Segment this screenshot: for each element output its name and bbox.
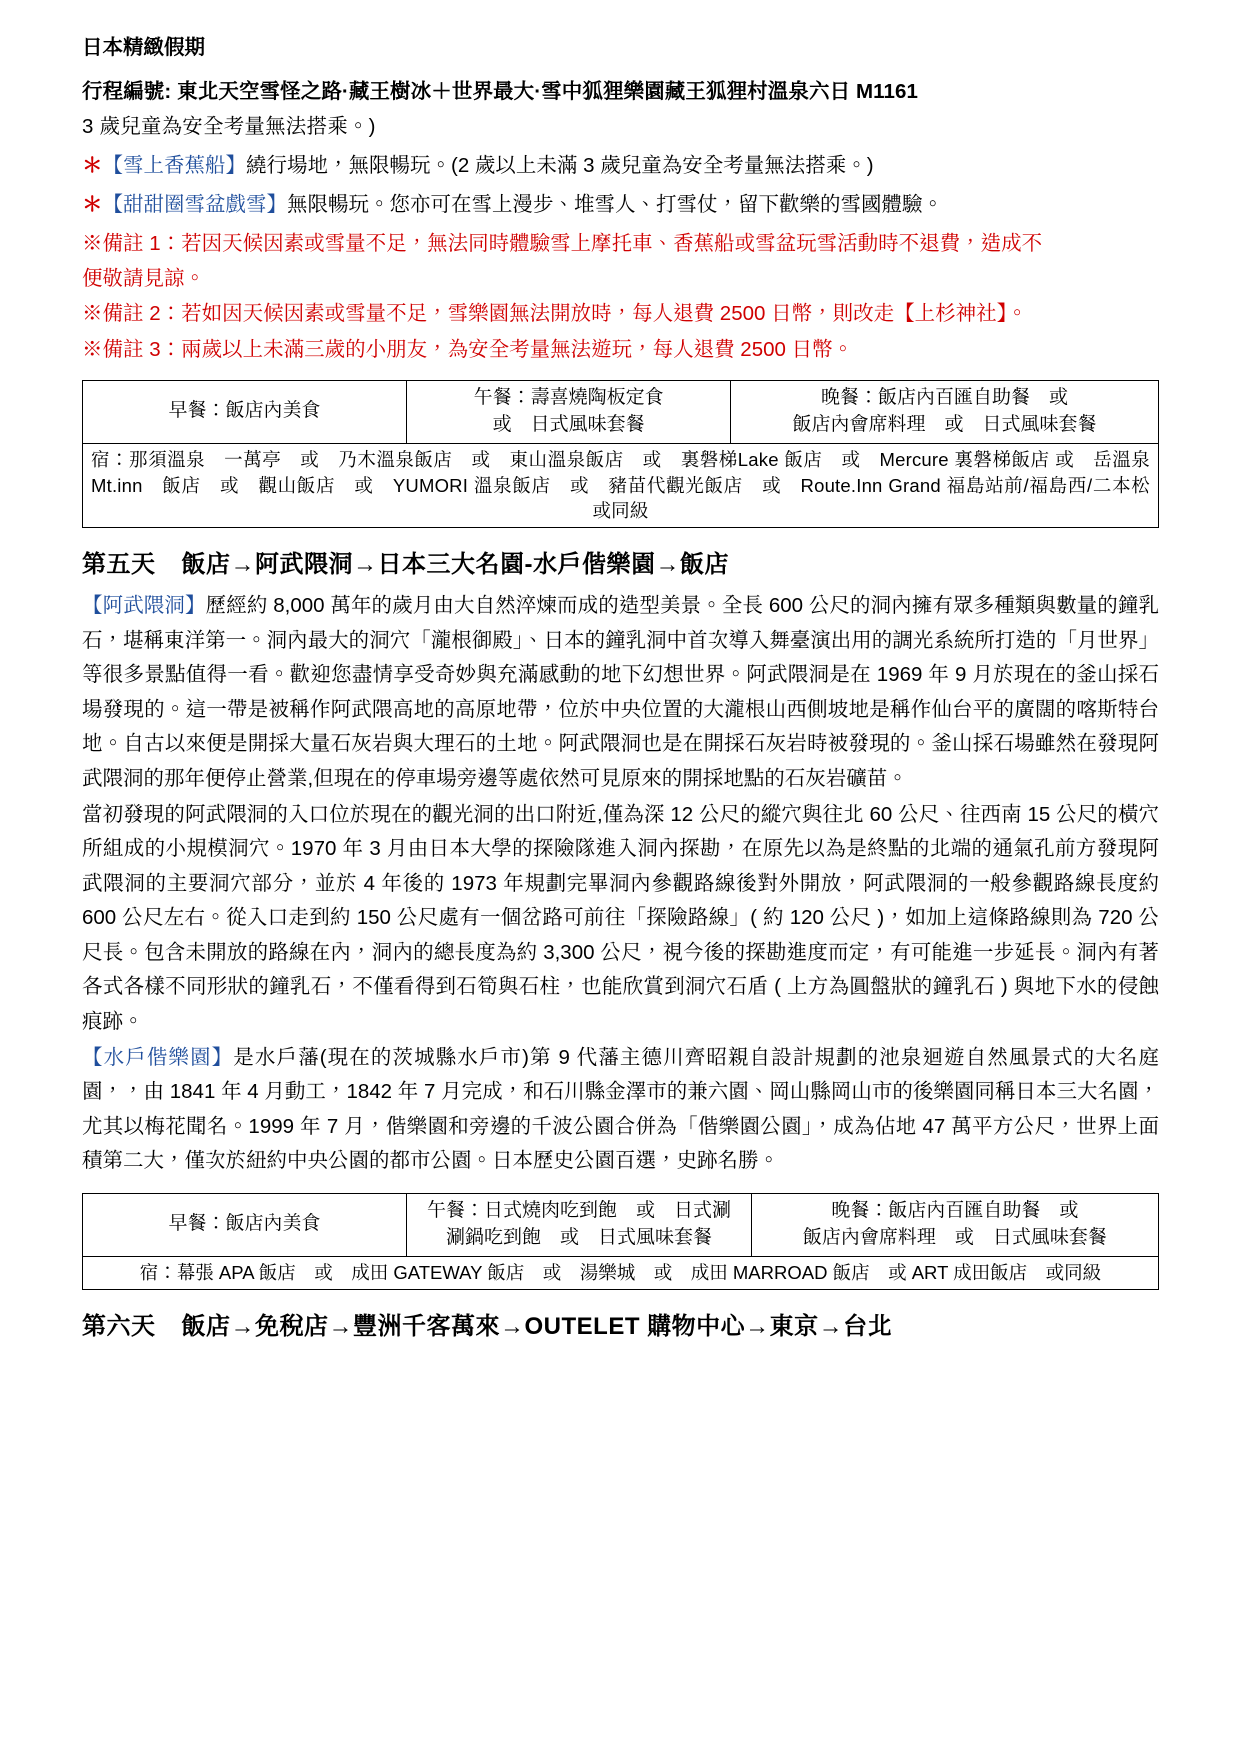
table-row [83, 1193, 1159, 1256]
note-2: ※備註 2：若如因天候因素或雪量不足，雪樂園無法開放時，每人退費 2500 日幣，則改走【上杉神社】。 [82, 302, 1028, 326]
itinerary-code-label: 行程編號: [82, 80, 172, 103]
day-5-paragraph-2 [82, 798, 1159, 1039]
meal-table-day4 [82, 380, 1169, 529]
dinner-line-2: 飯店內會席料理 或 日式風味套餐 [802, 1226, 1107, 1248]
itinerary-code-value: 東北天空雪怪之路·藏王樹冰＋世界最大·雪中狐狸樂園藏王狐狸村溫泉六日 M1161 [177, 80, 919, 103]
lunch-line-2: 涮鍋吃到飽 或 日式風味套餐 [445, 1226, 712, 1248]
stay-cell-day4 [83, 443, 1169, 528]
stay-text-day4: 宿：那須溫泉 一萬亭 或 乃木溫泉飯店 或 東山溫泉飯店 或 裏磐梯Lake 飯店 或 Mercure 裏磐梯飯店 或 岳溫泉 Mt.inn 飯店 或 觀山飯店 或 YUMORI 溫泉飯店 或 豬苗代觀光飯店 或 Route.Inn Grand 福島站前/福島西/二本松 或同級 [91, 448, 1169, 522]
lunch-line-1: 午餐：日式燒肉吃到飽 或 日式涮 [426, 1199, 731, 1221]
bullet-text: 無限暢玩。您亦可在雪上漫步、堆雪人、打雪仗，留下歡樂的雪國體驗。 [287, 193, 943, 217]
stay-text-day5: 宿：幕張 APA 飯店 或 成田 GATEWAY 飯店 或 湯樂城 或 成田 MARROAD 飯店 或 ART 成田飯店 或同級 [139, 1261, 1102, 1283]
dinner-line-1: 晚餐：飯店內百匯自助餐 或 [821, 386, 1069, 408]
bullet-item-snow-tube [82, 188, 1159, 223]
bullet-bracket-label: 【甜甜圈雪盆戲雪】 [102, 193, 287, 217]
day-5-paragraph-3 [82, 1041, 1159, 1179]
stay-cell-day5 [83, 1256, 1159, 1289]
breakfast-cell-day4: 早餐：飯店內美食 [83, 380, 407, 443]
continued-text: 3 歲兒童為安全考量無法搭乘。) [82, 115, 376, 138]
table-row [83, 1256, 1159, 1289]
dinner-line-2: 飯店內會席料理 或 日式風味套餐 [792, 413, 1097, 435]
day-5-paragraph-1 [82, 589, 1159, 796]
bullet-item-snow-banana-boat [82, 149, 1159, 184]
dinner-cell-day4 [731, 380, 1159, 443]
lunch-line-2: 或 日式風味套餐 [492, 413, 645, 435]
company-title: 日本精緻假期 [82, 36, 205, 59]
note-3: ※備註 3：兩歲以上未滿三歲的小朋友，為安全考量無法遊玩，每人退費 2500 日幣。 [82, 337, 854, 361]
day-6-route: 飯店→免稅店→豐洲千客萬來→OUTELET 購物中心→東京→台北 [181, 1312, 893, 1340]
lunch-line-1: 午餐：壽喜燒陶板定食 [473, 386, 664, 408]
day-5-route: 飯店→阿武隈洞→日本三大名園-水戶偕樂園→飯店 [181, 551, 729, 579]
attraction-tag-kairakuen: 【水戶偕樂園】 [82, 1046, 234, 1069]
day-5-label: 第五天 [82, 551, 156, 579]
attraction-tag-abukuma-cave: 【阿武隈洞】 [82, 594, 206, 618]
bullet-bracket-label: 【雪上香蕉船】 [102, 154, 246, 178]
breakfast-cell-day5: 早餐：飯店內美食 [83, 1193, 407, 1256]
day-6-heading [82, 1306, 1159, 1341]
lunch-cell-day5 [407, 1193, 752, 1256]
lunch-cell-day4 [407, 380, 731, 443]
itinerary-code-line [82, 74, 1159, 104]
paragraph-text: 是水戶藩(現在的茨城縣水戶市)第 9 代藩主德川齊昭親自設計規劃的池泉迴遊自然風景式的大名庭園，，由 1841 年 4 月動工，1842 年 7 月完成，和石川縣金澤市的兼六園、岡山縣岡山市的後樂園同稱日本三大名園，尤其以梅花聞名。1999 年 7 月，偕樂園和旁邊的千波公園合併為「偕樂園公園」，成為佔地 47 萬平方公尺，世界上面積第二大，僅次於紐約中央公園的都市公園。日本歷史公園百選，史跡名勝。 [82, 1046, 1159, 1173]
day-6-label: 第六天 [82, 1312, 156, 1340]
dinner-cell-day5 [751, 1193, 1158, 1256]
meal-table-day5 [82, 1193, 1159, 1290]
note-1-line-1: ※備註 1：若因天候因素或雪量不足，無法同時體驗雪上摩托車、香蕉船或雪盆玩雪活動時不退費，造成不 [82, 231, 1043, 255]
note-1-line-2: 便敬請見諒。 [82, 267, 205, 291]
asterisk-icon: ＊ [82, 193, 103, 217]
bullet-text: 繞行場地，無限暢玩。(2 歲以上未滿 3 歲兒童為安全考量無法搭乘。) [246, 154, 874, 178]
paragraph-text: 歷經約 8,000 萬年的歲月由大自然淬煉而成的造型美景。全長 600 公尺的洞內擁有眾多種類與數量的鐘乳石，堪稱東洋第一。洞內最大的洞穴「瀧根御殿」、日本的鐘乳洞中首次導入舞臺演出用的調光系統所打造的「月世界」等很多景點值得一看。歡迎您盡情享受奇妙與充滿感動的地下幻想世界。阿武隈洞是在 1969 年 9 月於現在的釜山採石場發現的。這一帶是被稱作阿武隈高地的高原地帶，位於中央位置的大瀧根山西側坡地是稱作仙台平的廣闊的喀斯特台地。自古以來便是開採大量石灰岩與大理石的土地。阿武隈洞也是在開採石灰岩時被發現的。釜山採石場雖然在發現阿武隈洞的那年便停止營業,但現在的停車場旁邊等處依然可見原來的開採地點的石灰岩礦苗。 [82, 594, 1159, 790]
day-5-heading [82, 544, 1159, 579]
table-row [83, 443, 1159, 528]
asterisk-icon: ＊ [82, 154, 103, 178]
table-row [83, 380, 1159, 443]
dinner-line-1: 晚餐：飯店內百匯自助餐 或 [831, 1199, 1079, 1221]
paragraph-text: 當初發現的阿武隈洞的入口位於現在的觀光洞的出口附近,僅為深 12 公尺的縱穴與往北 60 公尺、往西南 15 公尺的橫穴所組成的小規模洞穴。1970 年 3 月由日本大學的探險隊進入洞內探勘，在原先以為是終點的北端的通氣孔前方發現阿武隈洞的主要洞穴部分，並於 4 年後的 1973 年規劃完畢洞內參觀路線後對外開放，阿武隈洞的一般參觀路線長度約 600 公尺左右。從入口走到約 150 公尺處有一個岔路可前往「探險路線」( 約 120 公尺 )，如加上這條路線則為 720 公尺長。包含未開放的路線在內，洞內的總長度為約 3,300 公尺，視今後的探勘進度而定，有可能進一步延長。洞內有著各式各樣不同形狀的鐘乳石，不僅看得到石筍與石柱，也能欣賞到洞穴石盾 ( 上方為圓盤狀的鐘乳石 ) 與地下水的侵蝕痕跡。 [82, 802, 1159, 1033]
